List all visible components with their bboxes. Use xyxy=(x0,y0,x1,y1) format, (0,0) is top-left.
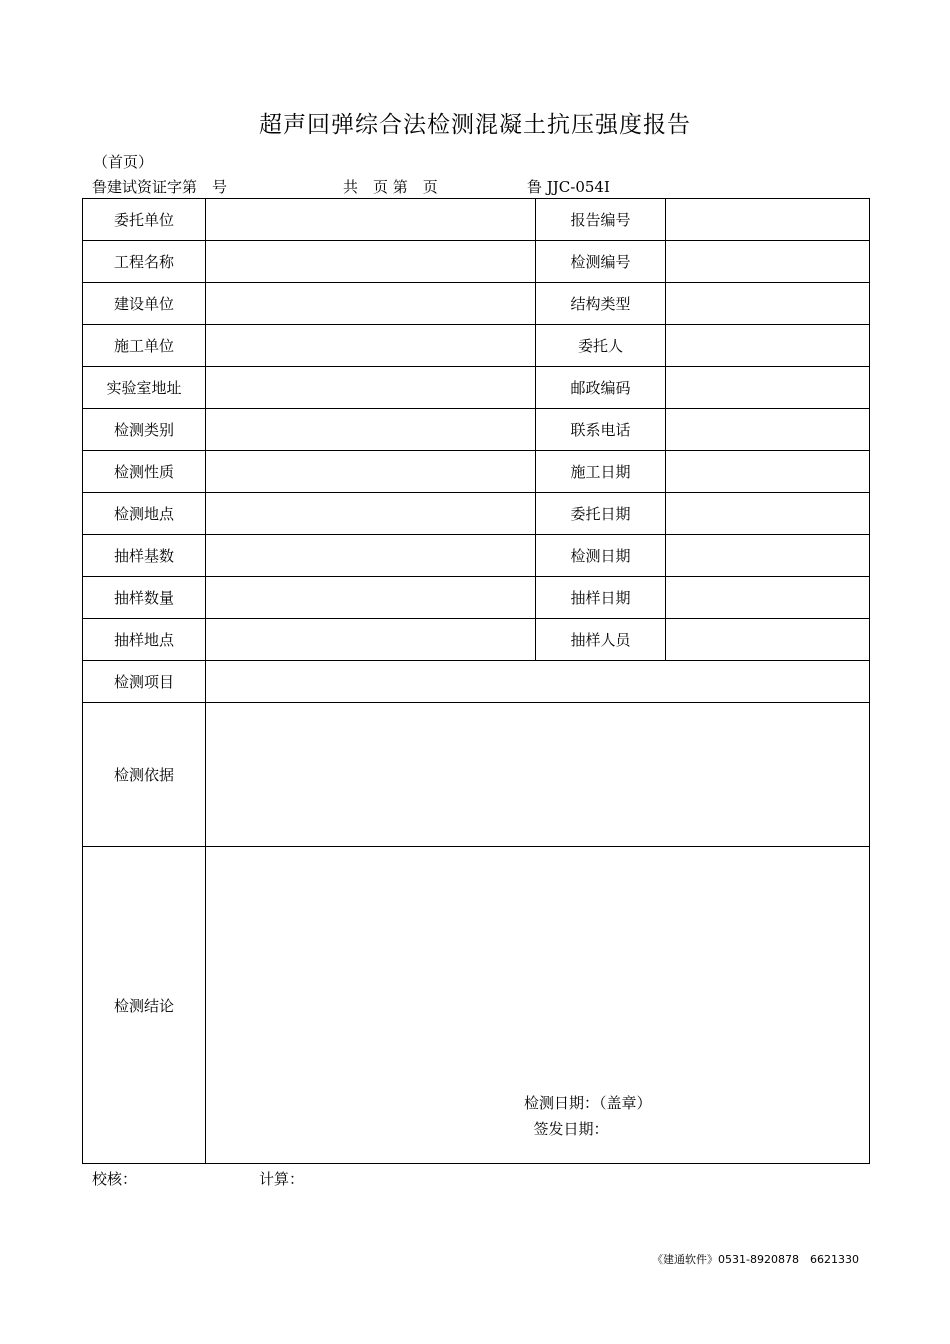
field-value[interactable] xyxy=(206,283,536,325)
field-label: 结构类型 xyxy=(536,283,666,325)
table-row xyxy=(83,577,870,619)
field-value[interactable] xyxy=(666,451,870,493)
table-row xyxy=(83,325,870,367)
field-label: 联系电话 xyxy=(536,409,666,451)
field-value[interactable] xyxy=(206,241,536,283)
test-basis-value[interactable] xyxy=(206,703,870,847)
field-value[interactable] xyxy=(666,283,870,325)
field-label: 施工单位 xyxy=(83,325,206,367)
page-count: 共 页 第 页 xyxy=(343,178,438,196)
table-row xyxy=(83,409,870,451)
field-value[interactable] xyxy=(666,535,870,577)
field-value[interactable] xyxy=(206,367,536,409)
field-value[interactable] xyxy=(206,325,536,367)
conclusion-box[interactable] xyxy=(206,847,870,1164)
field-value[interactable] xyxy=(206,451,536,493)
field-label: 抽样数量 xyxy=(83,577,206,619)
table-row xyxy=(83,661,870,703)
field-value[interactable] xyxy=(206,199,536,241)
check-signature: 校核： xyxy=(92,1170,138,1188)
field-value[interactable] xyxy=(666,409,870,451)
field-value[interactable] xyxy=(206,619,536,661)
field-value[interactable] xyxy=(666,493,870,535)
field-label: 抽样地点 xyxy=(83,619,206,661)
table-row xyxy=(83,493,870,535)
table-row xyxy=(83,199,870,241)
field-label: 抽样人员 xyxy=(536,619,666,661)
calc-signature: 计算： xyxy=(259,1170,305,1188)
field-value[interactable] xyxy=(666,577,870,619)
field-label: 工程名称 xyxy=(83,241,206,283)
table-row xyxy=(83,451,870,493)
report-title: 超声回弹综合法检测混凝土抗压强度报告 xyxy=(259,112,691,138)
field-value[interactable] xyxy=(666,325,870,367)
field-label: 委托日期 xyxy=(536,493,666,535)
field-label: 检测性质 xyxy=(83,451,206,493)
form-code: 鲁 JJC-054Ⅰ xyxy=(527,178,610,196)
table-row xyxy=(83,619,870,661)
field-label: 检测类别 xyxy=(83,409,206,451)
field-label: 检测地点 xyxy=(83,493,206,535)
table-row xyxy=(83,847,870,1164)
report-table xyxy=(82,198,870,1164)
field-value[interactable] xyxy=(666,619,870,661)
field-label: 报告编号 xyxy=(536,199,666,241)
field-label: 抽样基数 xyxy=(83,535,206,577)
cert-number: 鲁建试资证字第 号 xyxy=(92,178,228,196)
field-value[interactable] xyxy=(206,535,536,577)
test-date-stamp: 检测日期：（盖章） xyxy=(524,1094,652,1112)
field-value[interactable] xyxy=(666,367,870,409)
field-value[interactable] xyxy=(666,199,870,241)
field-label: 抽样日期 xyxy=(536,577,666,619)
table-row xyxy=(83,241,870,283)
table-row xyxy=(83,535,870,577)
field-value[interactable] xyxy=(206,577,536,619)
field-label: 实验室地址 xyxy=(83,367,206,409)
field-label: 委托单位 xyxy=(83,199,206,241)
field-label: 施工日期 xyxy=(536,451,666,493)
field-label: 建设单位 xyxy=(83,283,206,325)
field-value[interactable] xyxy=(206,493,536,535)
test-item-value[interactable] xyxy=(206,661,870,703)
field-label: 检测日期 xyxy=(536,535,666,577)
table-row xyxy=(83,367,870,409)
field-value[interactable] xyxy=(206,409,536,451)
field-label: 委托人 xyxy=(536,325,666,367)
field-label: 检测编号 xyxy=(536,241,666,283)
table-row xyxy=(83,703,870,847)
software-footer: 《建通软件》0531-8920878 6621330 xyxy=(652,1253,859,1266)
field-label: 邮政编码 xyxy=(536,367,666,409)
page-note: （首页） xyxy=(93,153,154,171)
field-value[interactable] xyxy=(666,241,870,283)
field-label: 检测项目 xyxy=(83,661,206,703)
conclusion-dates xyxy=(524,1090,652,1142)
issue-date: 签发日期： xyxy=(533,1120,609,1138)
field-label: 检测结论 xyxy=(83,847,206,1164)
field-label: 检测依据 xyxy=(83,703,206,847)
table-row xyxy=(83,283,870,325)
